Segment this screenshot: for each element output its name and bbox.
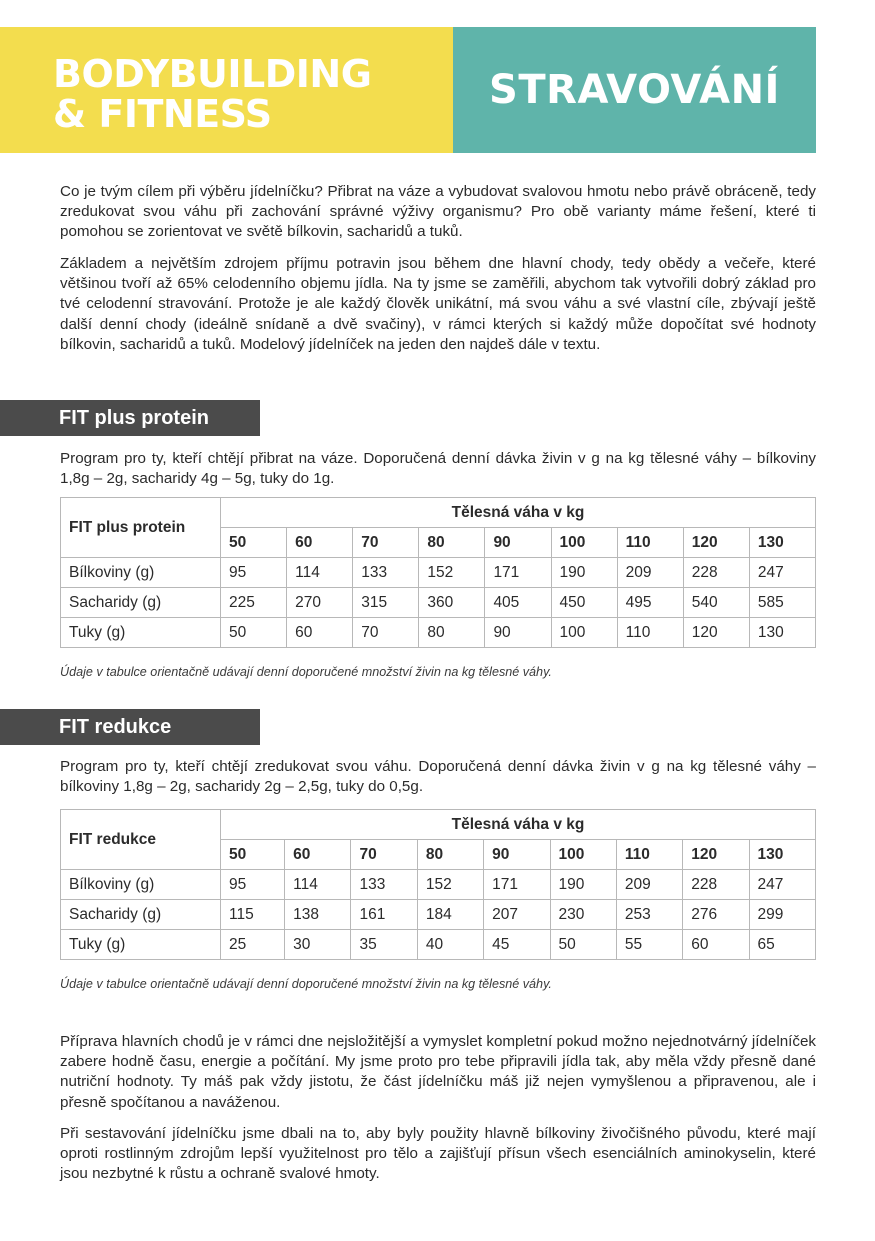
value-cell: 25 (221, 930, 285, 960)
value-cell: 360 (419, 588, 485, 618)
value-cell: 190 (550, 870, 616, 900)
value-cell: 230 (550, 900, 616, 930)
weight-cell: 70 (351, 840, 417, 870)
row-label: Tuky (g) (61, 930, 221, 960)
brand-panel (0, 27, 453, 153)
brand-line-1: BODYBUILDING (53, 52, 372, 96)
value-cell: 152 (419, 558, 485, 588)
weight-cell: 60 (285, 840, 351, 870)
weight-cell: 90 (485, 528, 551, 558)
weight-cell: 110 (617, 528, 683, 558)
value-cell: 585 (749, 588, 815, 618)
value-cell: 130 (749, 618, 815, 648)
table-row (61, 618, 816, 648)
value-cell: 228 (683, 870, 749, 900)
value-cell: 315 (353, 588, 419, 618)
weight-cell: 120 (683, 840, 749, 870)
program-description-reduce: Program pro ty, kteří chtějí zredukovat svou váhu. Doporučená denní dávka živin v g na kg tělesné váhy – bílkoviny 1,8g – 2g, sacharidy 2g – 2,5g, tuky do 0,5g. (60, 758, 816, 796)
weight-cell: 80 (417, 840, 483, 870)
nutrition-table-plus (60, 497, 816, 648)
weight-cell: 70 (353, 528, 419, 558)
weight-cell: 120 (683, 528, 749, 558)
row-label: Tuky (g) (61, 618, 221, 648)
weight-cell: 50 (221, 528, 287, 558)
value-cell: 253 (616, 900, 682, 930)
intro-paragraph-1: Co je tvým cílem při výběru jídelníčku? Přibrat na váze a vybudovat svalovou hmotu nebo právě obráceně, tedy zredukovat svou váhu při zachování správné výživy organismu? Pro obě varianty máme řešení, které ti pomohou se zorientovat ve světě bílkovin, sacharidů a tuků. (60, 183, 816, 241)
value-cell: 225 (221, 588, 287, 618)
page-header (0, 27, 816, 153)
weight-cell: 100 (550, 840, 616, 870)
value-cell: 95 (221, 558, 287, 588)
section-panel (453, 27, 816, 153)
value-cell: 540 (683, 588, 749, 618)
value-cell: 138 (285, 900, 351, 930)
value-cell: 40 (417, 930, 483, 960)
value-cell: 171 (485, 558, 551, 588)
outro-paragraph-1: Příprava hlavních chodů je v rámci dne nejsložitější a vymyslet kompletní pokud možno nejednotvárný jídelníček zabere hodně času, energie a počítání. My jsme proto pro tebe připravili jídla tak, aby měla vždy přesně dané nutriční hodnoty. Ty máš pak vždy jistotu, že část jídelníčku máš již nejen vymyšlenou a připravenou, ale i přesně spočítanou a naváženou. (60, 1033, 816, 1111)
row-label: Bílkoviny (g) (61, 558, 221, 588)
value-cell: 152 (417, 870, 483, 900)
value-cell: 45 (484, 930, 550, 960)
weight-cell: 110 (616, 840, 682, 870)
weight-cell: 100 (551, 528, 617, 558)
table-note-plus: Údaje v tabulce orientačně udávají denní doporučené množství živin na kg tělesné váhy. (60, 665, 552, 679)
weight-cell: 60 (287, 528, 353, 558)
value-cell: 161 (351, 900, 417, 930)
value-cell: 184 (417, 900, 483, 930)
table-corner-label: FIT plus protein (61, 498, 221, 558)
section-title: STRAVOVÁNÍ (489, 67, 780, 113)
row-label: Bílkoviny (g) (61, 870, 221, 900)
intro-paragraph-2: Základem a největším zdrojem příjmu potravin jsou během dne hlavní chody, tedy obědy a večeře, které většinou tvoří až 65% celodenního objemu jídla. Na ty jsme se zaměřili, abychom tak vytvořili dobrý základ pro tvé celodenní stravování. Protože je ale každý člověk unikátní, má svou váhu a své vlastní cíle, zbývají ještě další denní chody (ideálně snídaně a dvě svačiny), v rámci kterých si každý může dopočítat své hodnoty bílkovin, sacharidů a tuků. Modelový jídelníček na jeden den najdeš dále v textu. (60, 255, 816, 353)
value-cell: 50 (550, 930, 616, 960)
value-cell: 114 (285, 870, 351, 900)
value-cell: 80 (419, 618, 485, 648)
program-description-plus: Program pro ty, kteří chtějí přibrat na váze. Doporučená denní dávka živin v g na kg tělesné váhy – bílkoviny 1,8g – 2g, sacharidy 4g – 5g, tuky do 1g. (60, 450, 816, 488)
table-row (61, 900, 816, 930)
value-cell: 299 (749, 900, 815, 930)
program-heading-plus: FIT plus protein (0, 400, 260, 436)
row-label: Sacharidy (g) (61, 588, 221, 618)
value-cell: 450 (551, 588, 617, 618)
value-cell: 100 (551, 618, 617, 648)
value-cell: 50 (221, 618, 287, 648)
weight-header: Tělesná váha v kg (221, 810, 816, 840)
value-cell: 209 (616, 870, 682, 900)
table-row (61, 930, 816, 960)
weight-cell: 80 (419, 528, 485, 558)
weight-cell: 130 (749, 840, 815, 870)
table-header-row (61, 498, 816, 528)
value-cell: 60 (287, 618, 353, 648)
table-corner-label: FIT redukce (61, 810, 221, 870)
weight-cell: 130 (749, 528, 815, 558)
table-row (61, 588, 816, 618)
program-heading-reduce: FIT redukce (0, 709, 260, 745)
value-cell: 35 (351, 930, 417, 960)
value-cell: 171 (484, 870, 550, 900)
value-cell: 228 (683, 558, 749, 588)
row-label: Sacharidy (g) (61, 900, 221, 930)
value-cell: 90 (485, 618, 551, 648)
value-cell: 270 (287, 588, 353, 618)
value-cell: 55 (616, 930, 682, 960)
table-note-reduce: Údaje v tabulce orientačně udávají denní doporučené množství živin na kg tělesné váhy. (60, 977, 552, 991)
table-row (61, 558, 816, 588)
weight-cell: 90 (484, 840, 550, 870)
table-row (61, 870, 816, 900)
value-cell: 120 (683, 618, 749, 648)
weight-header: Tělesná váha v kg (221, 498, 816, 528)
value-cell: 60 (683, 930, 749, 960)
value-cell: 133 (353, 558, 419, 588)
value-cell: 114 (287, 558, 353, 588)
value-cell: 190 (551, 558, 617, 588)
table-header-row (61, 810, 816, 840)
value-cell: 30 (285, 930, 351, 960)
value-cell: 495 (617, 588, 683, 618)
value-cell: 70 (353, 618, 419, 648)
weight-cell: 50 (221, 840, 285, 870)
value-cell: 207 (484, 900, 550, 930)
value-cell: 115 (221, 900, 285, 930)
outro-paragraph-2: Při sestavování jídelníčku jsme dbali na to, aby byly použity hlavně bílkoviny živočišného původu, které mají oproti rostlinným zdrojům lepší využitelnost pro tělo a zajišťují přísun všech esenciálních aminokyselin, které jsou nezbytné k růstu a ochraně svalové hmoty. (60, 1125, 816, 1183)
value-cell: 405 (485, 588, 551, 618)
nutrition-table-reduce (60, 809, 816, 960)
brand-line-2: & FITNESS (53, 92, 272, 136)
value-cell: 110 (617, 618, 683, 648)
value-cell: 95 (221, 870, 285, 900)
brand-logo-text (53, 54, 371, 134)
value-cell: 133 (351, 870, 417, 900)
value-cell: 247 (749, 870, 815, 900)
value-cell: 209 (617, 558, 683, 588)
value-cell: 276 (683, 900, 749, 930)
value-cell: 65 (749, 930, 815, 960)
value-cell: 247 (749, 558, 815, 588)
